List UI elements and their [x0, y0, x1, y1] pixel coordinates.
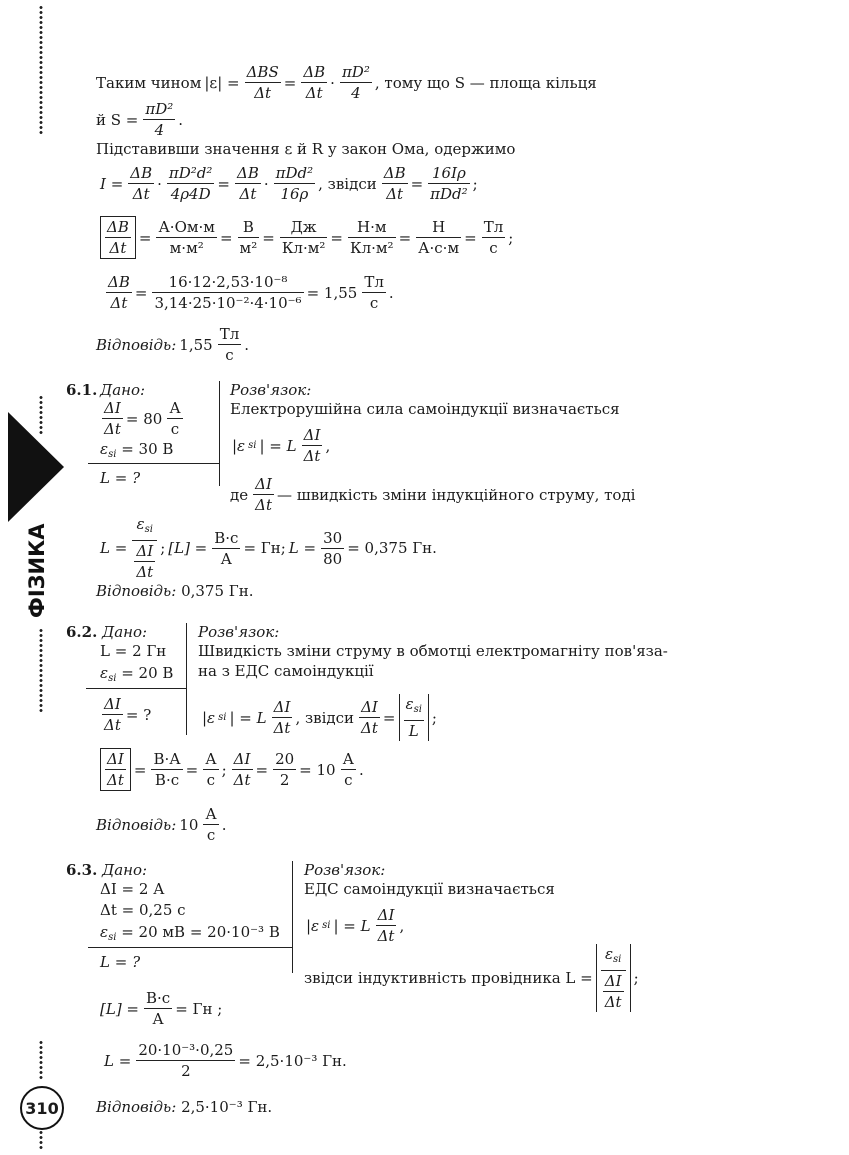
given-label: Дано: — [102, 861, 148, 879]
eq-line-6-calc: $\frac{\Delta B}{\Delta t}$ = $\frac{\text{16·12·2,53·10⁻⁸}}{\text{3,14·25·10⁻²·4·10⁻⁶}}$ = 1,55 $\frac{Тл}{с}$ . — [108, 273, 394, 312]
solution-text: на з ЕДС самоіндукції — [198, 662, 374, 680]
find-rate: $\frac{\Delta I}{\Delta t}$ = ? — [104, 695, 152, 734]
given-rate: $\frac{\Delta I}{\Delta t}$ = 80 $\frac{А}{с}$ — [104, 399, 181, 438]
solution-label: Розв'язок: — [230, 381, 312, 399]
formula-units: [L] = $\frac{В\cdot с}{А}$ = Гн ; — [100, 989, 223, 1028]
eq-line-1: Таким чином |ε| = $\frac{\text{ΔBS}}{\Delta t}$ = $\frac{\Delta B}{\Delta t}$ · $\frac{\text{πD²}}{4}$ , тому що S — площа кільця — [96, 63, 597, 102]
dotted-margin-top — [39, 5, 43, 135]
text: . — [178, 110, 184, 129]
problem-number: 6.2. — [66, 623, 98, 641]
emf-abs: |ε| = — [204, 73, 240, 92]
problem-number: 6.3. — [66, 861, 98, 879]
formula-inductance: L = $\frac{\varepsilon_{si}}{\frac{\Delta I}{\Delta t}}$ ; [L] = $\frac{В\cdot с}{А}$ = Гн; L = $\frac{30}{80}$ = 0,375 Гн. — [100, 515, 437, 581]
given-inductance: L = 2 Гн — [100, 642, 167, 660]
answer-6-1: Відповідь: 0,375 Гн. — [96, 582, 254, 600]
dotted-margin-bottom — [39, 1040, 43, 1080]
formula-emf: |ε si | = L $\frac{\Delta I}{\Delta t}$ , — [232, 426, 331, 465]
dotted-margin-end — [39, 1130, 43, 1150]
fraction: $\frac{\text{πD²}}{4}$ — [145, 100, 174, 139]
given-separator — [186, 623, 187, 735]
solution-label: Розв'язок: — [304, 861, 386, 879]
fraction: $\frac{\Delta B}{\Delta t}$ — [303, 63, 326, 102]
find-label: L = ? — [100, 953, 141, 971]
answer-6-3: Відповідь: 2,5·10⁻³ Гн. — [96, 1098, 273, 1116]
solution-line-2: звідси індуктивність провідника L = $\frac{\varepsilon_{si}}{\frac{\Delta I}{\Delta t}}$ ; — [304, 945, 639, 1011]
solution-label: Розв'язок: — [198, 623, 280, 641]
answer-6-2: Відповідь: 10 $\frac{А}{с}$ . — [96, 805, 227, 844]
given-emf: $\varepsilon_{si} = 30$ В — [100, 440, 174, 460]
find-label: L = ? — [100, 469, 141, 487]
side-triangle-marker — [8, 412, 64, 522]
answer-top: Відповідь: 1,55 $\frac{Тл}{с}$ . — [96, 325, 250, 364]
text: й S = — [96, 110, 139, 129]
eq-line-4: I = $\frac{\Delta B}{\Delta t}$ · $\frac{\text{πD²d²}}{4\rho 4D}$ = $\frac{\Delta B}{\Delta t}$ · $\frac{\text{πDd²}}{16\rho}$ , звідси $\frac{\Delta B}{\Delta t}$ = $\frac{16I\rho}{\text{πDd²}}$ ; — [100, 164, 478, 203]
given-separator — [292, 861, 293, 973]
eq-line-5-units: $\frac{\Delta B}{\Delta t}$ = $\frac{А\cdot Ом\cdot м}{\text{м·м²}}$ = $\frac{В}{\text{м²}}$ = $\frac{Дж}{\text{Кл·м²}}$ = $\frac{Н\cdot м}{\text{Кл·м²}}$ = $\frac{Н}{А\cdot с\cdot м}$ = $\frac{Тл}{с}$ ; — [100, 216, 516, 259]
given-label: Дано: — [102, 623, 148, 641]
given-time: Δt = 0,25 с — [100, 901, 186, 919]
given-current: ΔI = 2 А — [100, 880, 165, 898]
solution-text: Електрорушійна сила самоіндукції визначається — [230, 400, 620, 418]
given-emf: $\varepsilon_{si} = 20$ мВ = 20·10⁻³ В — [100, 923, 280, 943]
formula-calc: L = $\frac{\text{20·10⁻³·0,25}}{2}$ = 2,5·10⁻³ Гн. — [104, 1041, 347, 1080]
given-label: Дано: — [100, 381, 146, 399]
subject-label: ФІЗИКА — [25, 523, 49, 618]
solution-line-2: де $\frac{\Delta I}{\Delta t}$ — швидкість зміни індукційного струму, тоді — [230, 475, 636, 514]
text: Таким чином — [96, 73, 202, 92]
given-emf: $\varepsilon_{si} = 20$ В — [100, 664, 174, 684]
fraction: $\frac{\text{ΔBS}}{\Delta t}$ — [246, 63, 279, 102]
given-divider — [88, 463, 220, 464]
given-divider — [86, 688, 186, 689]
formula-rate: |ε si | = L $\frac{\Delta I}{\Delta t}$ , звідси $\frac{\Delta I}{\Delta t}$ = $\frac{\varepsilon_{si}}{L}$ ; — [202, 695, 437, 740]
dotted-margin-lower — [39, 628, 43, 713]
fraction: $\frac{\text{πD²}}{4}$ — [341, 63, 370, 102]
formula-emf: |ε si | = L $\frac{\Delta I}{\Delta t}$ , — [306, 906, 405, 945]
given-separator — [219, 381, 220, 486]
formula-units-calc: $\frac{\Delta I}{\Delta t}$ = $\frac{В\cdot А}{В\cdot с}$ = $\frac{А}{с}$ ; $\frac{\Delta I}{\Delta t}$ = $\frac{20}{2}$ = 10 $\frac{А}{с}$ . — [100, 748, 367, 791]
solution-text: ЕДС самоіндукції визначається — [304, 880, 555, 898]
text-line-3: Підставивши значення ε й R у закон Ома, одержимо — [96, 140, 516, 158]
text: , тому що S — площа кільця — [374, 73, 597, 92]
page-number: 310 — [20, 1086, 64, 1130]
eq-line-2 — [96, 99, 186, 140]
given-divider — [88, 947, 292, 948]
solution-text: Швидкість зміни струму в обмотці електромагніту пов'яза- — [198, 642, 668, 660]
problem-number: 6.1. — [66, 381, 98, 399]
